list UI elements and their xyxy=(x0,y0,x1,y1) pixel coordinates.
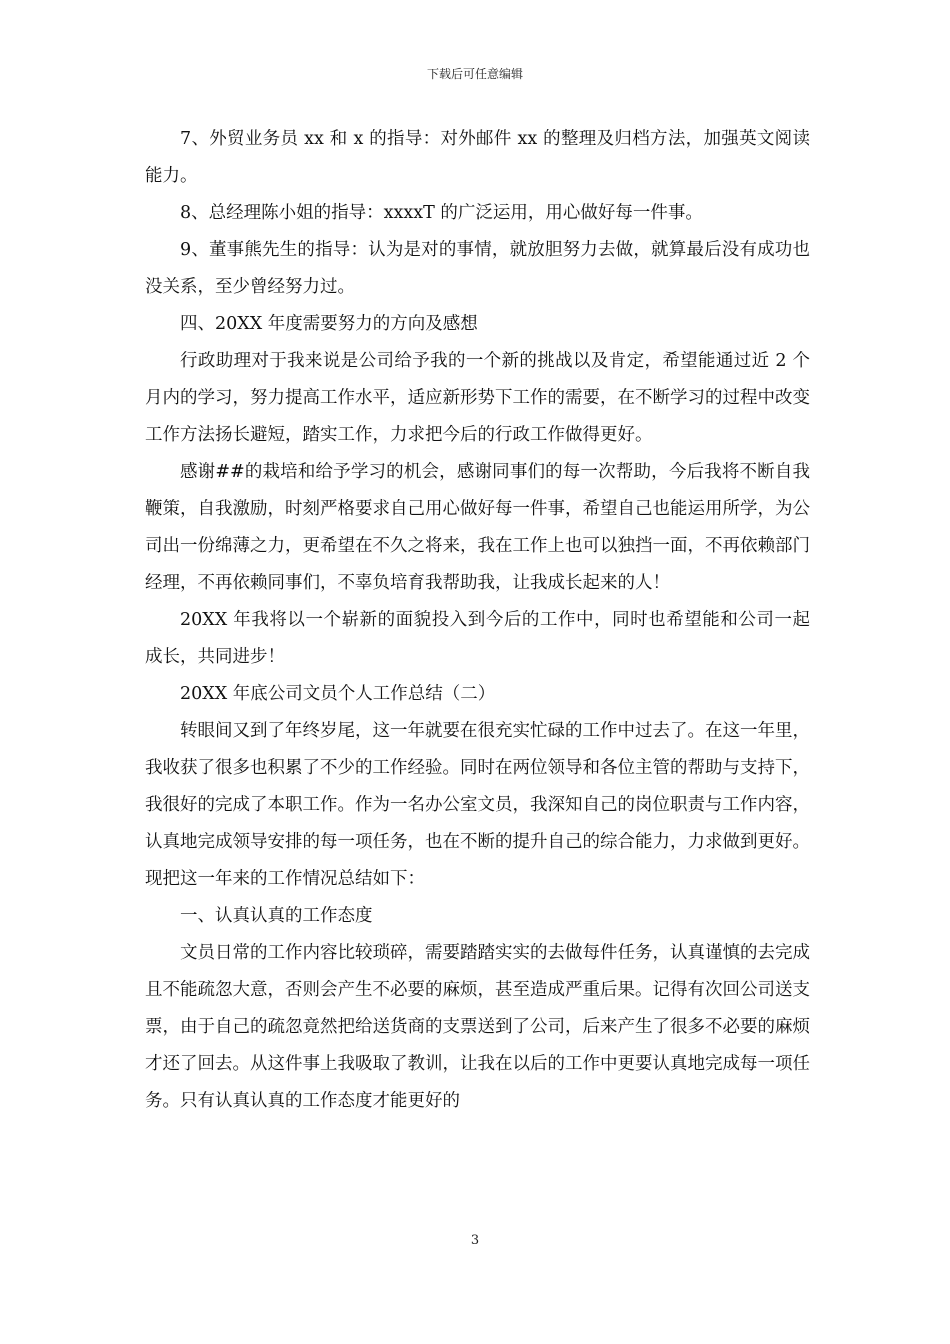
document-body xyxy=(145,121,810,1120)
paragraph-work-attitude: 文员日常的工作内容比较琐碎，需要踏踏实实的去做每件任务，认真谨慎的去完成且不能疏忽大意，否则会产生不必要的麻烦，甚至造成严重后果。记得有次回公司送支票，由于自己的疏忽竟然把给送货商的支票送到了公司，后来产生了很多不必要的麻烦才还了回去。从这件事上我吸取了教训，让我在以后的工作中更要认真地完成每一项任务。只有认真认真的工作态度才能更好的 xyxy=(145,943,810,1111)
section-heading-1: 一、认真认真的工作态度 xyxy=(180,906,373,926)
paragraph-admin-assistant: 行政助理对于我来说是公司给予我的一个新的挑战以及肯定，希望能通过近 2 个月内的学习，努力提高工作水平，适应新形势下工作的需要，在不断学习的过程中改变工作方法扬长避短，踏实工作，力求把今后的行政工作做得更好。 xyxy=(145,351,810,445)
paragraph-item-9: 9、董事熊先生的指导：认为是对的事情，就放胆努力去做，就算最后没有成功也没关系，至少曾经努力过。 xyxy=(145,240,810,297)
page-number: 3 xyxy=(470,1233,480,1248)
paragraph-item-7: 7、外贸业务员 xx 和 x 的指导：对外邮件 xx 的整理及归档方法，加强英文阅读能力。 xyxy=(145,129,810,186)
paragraph-new-year: 20XX 年我将以一个崭新的面貌投入到今后的工作中，同时也希望能和公司一起成长，共同进步！ xyxy=(145,610,810,667)
paragraph-item-8: 8、总经理陈小姐的指导：xxxxT 的广泛运用，用心做好每一件事。 xyxy=(180,203,703,223)
section-heading-4: 四、20XX 年度需要努力的方向及感想 xyxy=(180,314,478,334)
paragraph-intro: 转眼间又到了年终岁尾，这一年就要在很充实忙碌的工作中过去了。在这一年里，我收获了很多也积累了不少的工作经验。同时在两位领导和各位主管的帮助与支持下，我很好的完成了本职工作。作为一名办公室文员，我深知自己的岗位职责与工作内容，认真地完成领导安排的每一项任务，也在不断的提升自己的综合能力，力求做到更好。现把这一年来的工作情况总结如下： xyxy=(145,721,810,889)
document-subtitle: 20XX 年底公司文员个人工作总结（二） xyxy=(180,684,496,704)
paragraph-thanks: 感谢##的栽培和给予学习的机会，感谢同事们的每一次帮助，今后我将不断自我鞭策，自我激励，时刻严格要求自己用心做好每一件事，希望自己也能运用所学，为公司出一份绵薄之力，更希望在不久之将来，我在工作上也可以独挡一面，不再依赖部门经理，不再依赖同事们，不辜负培育我帮助我，让我成长起来的人！ xyxy=(145,462,810,593)
page-header: 下载后可任意编辑 xyxy=(426,67,523,81)
